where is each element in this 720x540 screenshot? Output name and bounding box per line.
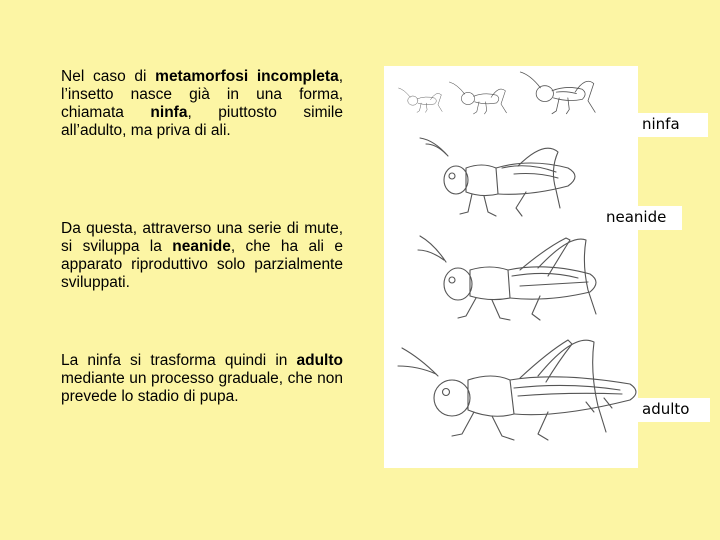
paragraph-adulto [61, 352, 343, 406]
bold-term: metamorfosi incompleta [155, 68, 339, 85]
text-run: , piuttosto simile all’adulto, ma priva di ali. [61, 104, 343, 139]
bold-term: adulto [296, 352, 343, 369]
paragraph-neanide [61, 220, 343, 292]
small-nymph-2 [449, 82, 506, 114]
grasshopper-neanide [418, 236, 596, 320]
text-run: La ninfa si trasforma quindi in [61, 352, 297, 369]
small-nymph-1 [399, 88, 443, 112]
paragraph-ninfa [61, 68, 343, 140]
bold-term: neanide [172, 238, 231, 255]
text-run: Nel caso di [61, 68, 156, 85]
grasshopper-metamorphosis-illustration [384, 66, 638, 468]
bold-term: ninfa [150, 104, 188, 121]
label-adulto: adulto [638, 398, 710, 422]
label-neanide: neanide [602, 206, 682, 230]
text-run: , l’insetto nasce già in una forma, chiamata [61, 68, 344, 121]
small-nymph-3 [520, 72, 595, 114]
grasshopper-ninfa [420, 138, 575, 216]
text-run: , che ha ali e apparato riproduttivo solo parzialmente sviluppati. [61, 238, 343, 291]
grasshopper-drawing [384, 66, 638, 468]
grasshopper-adulto [398, 340, 636, 440]
label-ninfa: ninfa [638, 113, 708, 137]
text-run: mediante un processo graduale, che non prevede lo stadio di pupa. [61, 370, 343, 405]
text-run: Da questa, attraverso una serie di mute, si sviluppa la [61, 220, 343, 255]
